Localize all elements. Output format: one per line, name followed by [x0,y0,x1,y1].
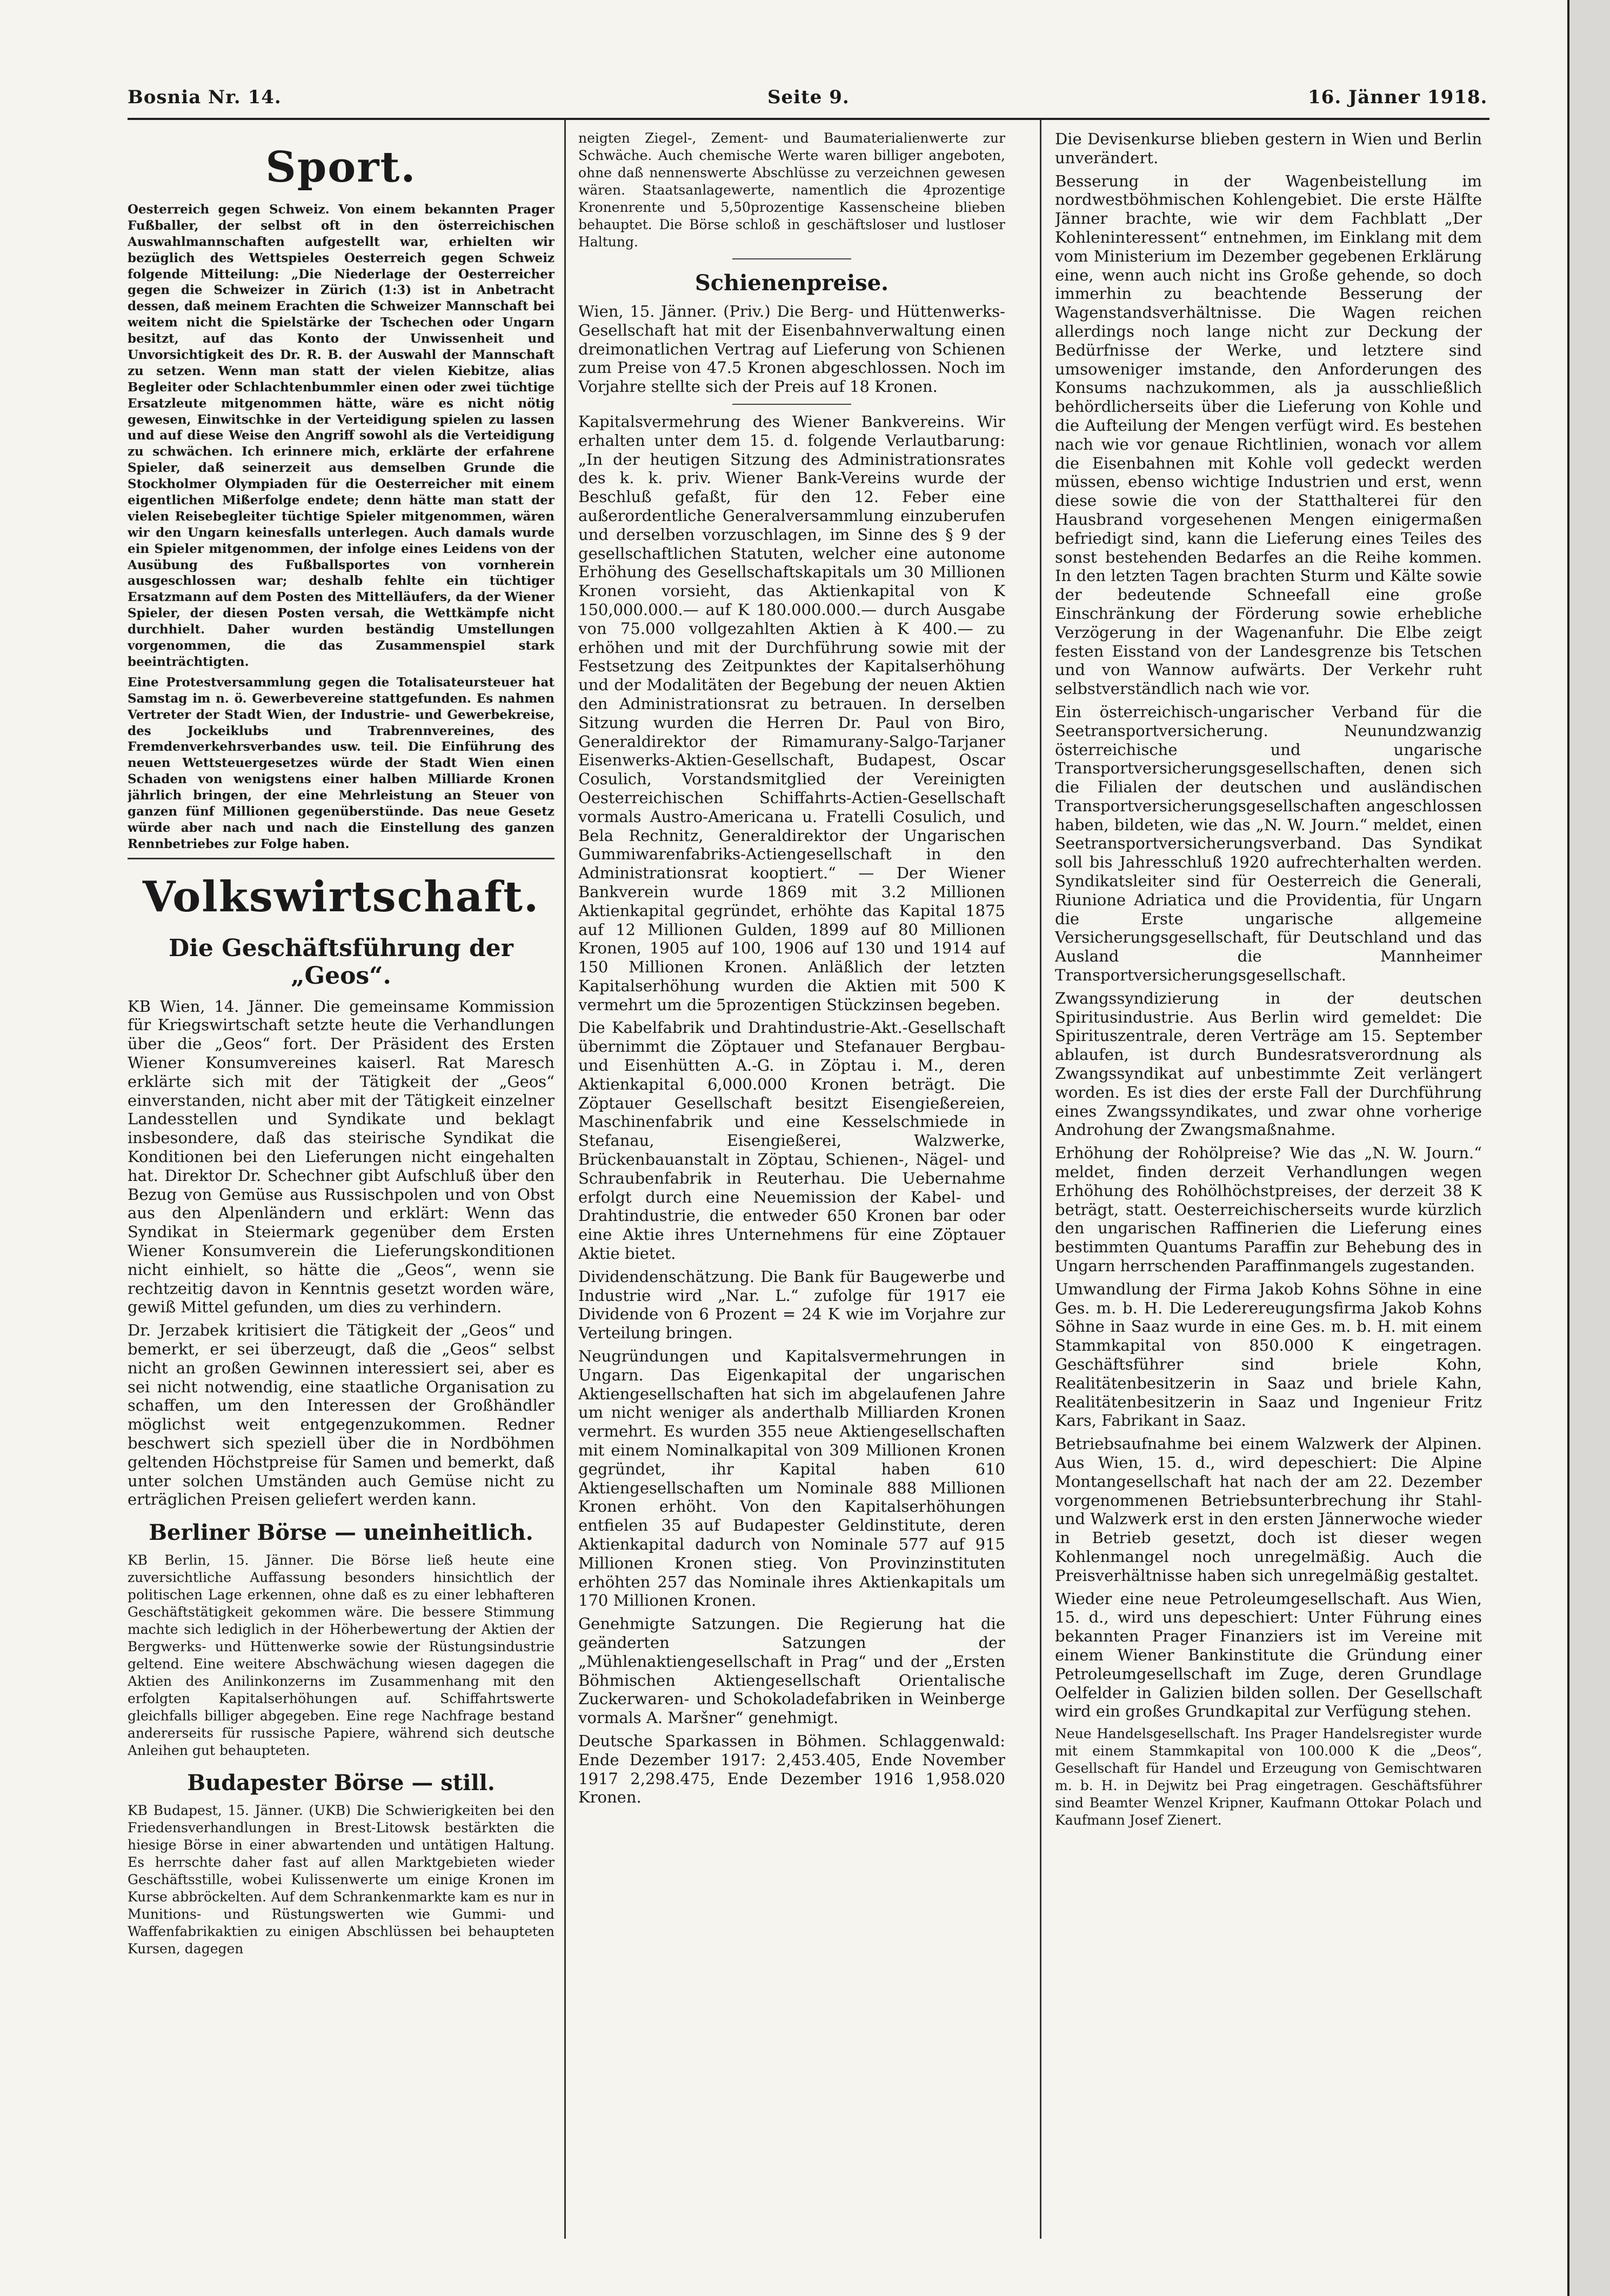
devisen-paragraph: Die Devisenkurse blieben gestern in Wien und Berlin unverändert. [1055,130,1482,167]
sparkassen-paragraph: Deutsche Sparkassen in Böhmen. Schlaggenwald: Ende Dezember 1917: 2,453.405, Ende November 1917 2,298.475, Ende Dezember 1916 1,958.020 Kronen. [578,1731,1005,1807]
berlin-heading: Berliner Börse — uneinheitlich. [149,1520,533,1546]
header-date: 16. Jänner 1918. [1308,86,1488,108]
column-divider-1 [564,120,566,2239]
schienen-paragraph: Wien, 15. Jänner. (Priv.) Die Berg- und Hüttenwerks-Gesellschaft hat mit der Eisenbahnverwaltung einen dreimonatlichen Vertrag auf Lieferung von Schienen zum Preise von 47.5 Kronen abgeschlossen. Noch im Vorjahre stellte sich der Preis auf 18 Kronen. [578,302,1005,396]
dividend-paragraph: Dividendenschätzung. Die Bank für Baugewerbe und Industrie wird „Nar. L.“ zufolge für 1917 eie Dividende von 6 Prozent = 24 K wie im Vorjahre zur Verteilung bringen. [578,1267,1005,1343]
sport-article-2: Eine Protestversammlung gegen die Totalisateursteuer hat Samstag im n. ö. Gewerbevereine stattgefunden. Es nahmen Vertreter der Stadt Wien, der Industrie- und Gewerbekreise, des Jockeiklubs und Trabrennvereines, des Fremdenverkehrsverbandes usw. teil. Die Einführung des neuen Wettsteuergesetzes würde der Stadt Wien einen Schaden von wenigstens einer halben Milliarde Kronen jährlich bringen, der eine Mehrleistung an Steuer von ganzen fünf Millionen gegenüberstünde. Das neue Gesetz würde aber nach und nach die Einstellung des ganzen Rennbetriebes zur Folge haben. [128,675,555,851]
kohn-paragraph: Umwandlung der Firma Jakob Kohns Söhne in eine Ges. m. b. H. Die Lederereugungsfirma Jakob Kohns Söhne in Saaz wurde in eine Ges. m. b. H. mit einem Stammkapital von 850.000 K eingetragen. Geschäftsführer sind briele Kohn, Realitätenbesitzerin in Saaz und briele Kahn, Realitätenbesitzerin in Saaz und Ingenieur Fritz Kars, Fabrikant in Saaz. [1055,1279,1482,1430]
wagen-paragraph: Besserung in der Wagenbeistellung im nordwestböhmischen Kohlengebiet. Die erste Hälfte Jänner brachte, wie wir dem Fachblatt „Der Kohleninteressent“ entnehmen, im Einklang mit dem vom Ministerium im Dezember gegebenen Erklärung eine, wenn auch nicht ins Große gehende, so doch immerhin zu beachtende Besserung der Wagenstandsverhältnisse. Die Wagen reichen allerdings noch lange nicht zur Deckung der Bedürfnisse der Werke, und letztere sind umsoweniger imstande, den Anforderungen des Konsums nachzukommen, als ja ausschließlich behördlicherseits über die Lieferung von Kohle und die Aufteilung der Mengen verfügt wird. Es bestehen nach wie vor genaue Richtlinien, wonach vor allem die Eisenbahnen mit Kohle voll gedeckt werden müssen, ebenso wichtige Industrien und erst, wenn diese sowie die von der Statthalterei für den Hausbrand vorgesehenen Mengen einigermaßen befriedigt sind, kann die Lieferung eines Teiles des sonst bestehenden Bedarfes an die Reihe kommen. In den letzten Tagen brachten Sturm und Kälte sowie der bedeutende Schneefall eine große Einschränkung der Förderung sowie erhebliche Verzögerung in der Wagenanfuhr. Die Elbe zeigt festen Eisstand von der Landesgrenze bis Tetschen und von Wannow aufwärts. Der Verkehr ruht selbstverständlich nach wie vor. [1055,171,1482,698]
header-page-number: Seite 9. [767,86,850,108]
satzungen-paragraph: Genehmigte Satzungen. Die Regierung hat die geänderten Satzungen der „Mühlenaktiengesellschaft in Prag“ und der „Ersten Böhmischen Aktiengesellschaft Orientalische Zuckerwaren- und Schokoladefabriken in Weinberge vormals A. Maršner“ genehmigt. [578,1614,1005,1727]
kabelfabrik-paragraph: Die Kabelfabrik und Drahtindustrie-Akt.-Gesellschaft übernimmt die Zöptauer und Stefanauer Bergbau- und Eisenhütten A.-G. in Zöptau i. M., deren Aktienkapital 6,000.000 Kronen beträgt. Die Zöptauer Gesellschaft besitzt Eisengießereien, Maschinenfabrik und eine Kesselschmiede in Stefanau, Eisengießerei, Walzwerke, Brückenbauanstalt in Zöptau, Schienen-, Nägel- und Schraubenfabrik in Reuterhau. Die Uebernahme erfolgt durch eine Neuemission der Kabel- und Drahtindustrie, die entweder 650 Kronen bar oder eine Aktie ihres Unternehmens für eine Zöptauer Aktie bietet. [578,1018,1005,1263]
ungarn-paragraph: Neugründungen und Kapitalsvermehrungen in Ungarn. Das Eigenkapital der ungarischen Aktiengesellschaften hat sich im abgelaufenen Jahre um nicht weniger als anderthalb Milliarden Kronen vermehrt. Es wurden 355 neue Aktiengesellschaften mit einem Nominalkapital von 309 Millionen Kronen gegründet, ihr Kapital haben 610 Aktiengesellschaften um Nominale 888 Millionen Kronen erhöht. Von den Kapitalserhöhungen entfielen 35 auf Budapester Geldinstitute, deren Aktienkapital dadurch von Nominale 577 auf 915 Millionen Kronen stieg. Von Provinzinstituten erhöhten 257 das Nominale ihres Aktienkapitals um 170 Millionen Kronen. [578,1347,1005,1610]
geos-heading: Die Geschäftsführung der „Geos“. [169,934,513,990]
column-2 [578,130,1005,2227]
alpine-paragraph: Betriebsaufnahme bei einem Walzwerk der Alpinen. Aus Wien, 15. d., wird depeschiert: Die Alpine Montangesellschaft hat nach der am 22. Dezember vorgenommenen Betriebsunterbrechung ihr Stahl- und Walzwerk erst in den ersten Jännerwoche wieder in Betrieb gesetzt, doch ist dieser wegen Kohlenmangel noch unregelmäßig. Auch die Preisverhältnisse haben sich unregelmäßig gestaltet. [1055,1434,1482,1585]
sport-article-1: Oesterreich gegen Schweiz. Von einem bekannten Prager Fußballer, der selbst oft in den österreichischen Auswahlmannschaften aufgestellt war, erhielten wir bezüglich des Wettspieles Oesterreich gegen Schweiz folgende Mitteilung: „Die Niederlage der Oesterreicher gegen die Schweizer in Zürich (1:3) ist in Anbetracht dessen, daß meinem Erachten die Schweizer Mannschaft bei weitem nicht die Spielstärke der Tschechen oder Ungarn besitzt, auf das Konto der Unwissenheit und Unvorsichtigkeit des Dr. R. B. der Auswahl der Mannschaft zu setzen. Wenn man statt der vielen Kiebitze, alias Begleiter oder Schlachtenbummler einen oder zwei tüchtige Ersatzleute mitgenommen hätte, wäre es nicht nötig gewesen, Einwitschke in der Verteidigung spielen zu lassen und auf diese Weise den Angriff sowohl als die Verteidigung zu schwächen. Ich erinnere mich, erklärte der erfahrene Spieler, daß seinerzeit aus demselben Grunde die Stockholmer Olympiaden für die Oesterreicher mit einem eigentlichen Mißerfolge endete; denn hätte man statt der vielen Reisebegleiter tüchtige Spieler mitgenommen, wären wir den Ungarn keinesfalls unterlegen. Auch damals wurde ein Spieler mitgenommen, der infolge eines Leidens von der Ausübung des Fußballsportes von vornherein ausgeschlossen war; deshalb fehlte ein tüchtiger Ersatzmann auf dem Posten des Mittelläufers, da der Wiener Spieler, der diesen Posten versah, die Wettkämpfe nicht durchhielt. Daher wurden beständig Umstellungen vorgenommen, die das Zusammenspiel stark beeinträchtigten. [128,202,555,669]
header-issue: Bosnia Nr. 14. [128,86,282,108]
rohoel-paragraph: Erhöhung der Rohölpreise? Wie das „N. W. Journ.“ meldet, finden derzeit Verhandlungen wegen Erhöhung des Rohölhöchstpreises, der derzeit 38 K beträgt, statt. Oesterreichischerseits wurde kürzlich den ungarischen Raffinerien die Lieferung eines bestimmten Quantums Paraffin zur Behebung des in Ungarn herrschenden Paraffinmangels zugestanden. [1055,1144,1482,1276]
handelsgesellschaft-paragraph: Neue Handelsgesellschaft. Ins Prager Handelsregister wurde mit einem Stammkapital von 100.000 K die „Deos“, Gesellschaft für Handel und Erzeugung von Gemischtwaren m. b. H. in Dejwitz bei Prag eingetragen. Geschäftsführer sind Beamter Wenzel Kripner, Kaufmann Ottokar Polach und Kaufmann Josef Zienert. [1055,1726,1482,1828]
column-3 [1055,130,1482,2227]
section-rule [128,858,555,859]
column-1 [128,130,555,2227]
budapest-heading: Budapester Börse — still. [187,1770,495,1796]
geos-paragraph-1: KB Wien, 14. Jänner. Die gemeinsame Kommission für Kriegswirtschaft setzte heute die Verhandlungen über die „Geos“ fort. Der Präsident des Ersten Wiener Konsumvereines kaiserl. Rat Maresch erklärte sich mit der Tätigkeit der „Geos“ einverstanden, nicht aber mit der Tätigkeit einzelner Landesstellen und Syndikate und beklagt insbesondere, daß das steirische Syndikat die Konditionen bei den Lieferungen nicht eingehalten hat. Direktor Dr. Schechner gibt Aufschluß über den Bezug von Gemüse aus Russischpolen und von Obst aus den Alpenländern und erklärt: Wenn das Syndikat in Steiermark gegenüber dem Ersten Wiener Konsumverein die Lieferungskonditionen nicht einhielt, so hätte die „Geos“, wenn sie rechtzeitig davon in Kenntnis gesetzt worden wäre, gewiß Mittel gefunden, um dies zu verhindern. [128,997,555,1317]
bankverein-paragraph: Kapitalsvermehrung des Wiener Bankvereins. Wir erhalten unter dem 15. d. folgende Verlautbarung: „In der heutigen Sitzung des Administrationsrates des k. k. priv. Wiener Bank-Vereins wurde der Beschluß gefaßt, für den 12. Feber eine außerordentliche Generalversammlung einzuberufen und derselben vorzuschlagen, im Sinne des § 9 der gesellschaftlichen Statuten, welcher eine autonome Erhöhung des Gesellschaftskapitals um 30 Millionen Kronen vorsieht, das Aktienkapital von K 150,000.000.— auf K 180.000.000.— durch Ausgabe von 75.000 vollgezahlten Aktien à K 400.— zu erhöhen und mit der Durchführung sowie mit der Festsetzung des Zeitpunktes der Kapitalserhöhung und der Modalitäten der Begebung der neuen Aktien den Administrationsrat zu betrauen. In derselben Sitzung wurden die Herren Dr. Paul von Biro, Generaldirektor der Rimamurany-Salgo-Tarjaner Eisenwerks-Aktien-Gesellschaft, Budapest, Oscar Cosulich, Vorstandsmitglied der Vereinigten Oesterreichischen Schiffahrts-Actien-Gesellschaft vormals Austro-Americana u. Fratelli Cosulich, und Bela Rechnitz, Generaldirektor der Ungarischen Gummiwarenfabriks-Actiengesellschaft in den Administrationsrat kooptiert.“ — Der Wiener Bankverein wurde 1869 mit 3.2 Millionen Aktienkapital gegründet, erhöhte das Kapital 1875 auf 12 Millionen Gulden, 1899 auf 80 Millionen Kronen, 1905 auf 100, 1906 auf 130 und 1914 auf 150 Millionen Kronen. Anläßlich der letzten Kapitalserhöhung wurden die Aktien mit 500 K vermehrt um die 5prozentigen Stückzinsen begeben. [578,412,1005,1014]
volkswirtschaft-heading: Volkswirtschaft. [142,872,540,922]
berlin-paragraph: KB Berlin, 15. Jänner. Die Börse ließ heute eine zuversichtliche Auffassung besonders hinsichtlich der politischen Lage erkennen, ohne daß es zu einer lebhafteren Geschäftstätigkeit gekommen wäre. Die bessere Stimmung machte sich lediglich in der Höherbewertung der Aktien der Bergwerks- und Hüttenwerke sowie der Rüstungsindustrie geltend. Eine weitere Abschwächung wiesen dagegen die Aktien des Anilinkonzerns im Zusammenhang mit den erfolgten Kapitalserhöhungen auf. Schiffahrtswerte gleichfalls billiger abgegeben. Eine rege Nachfrage bestand andererseits für russische Papiere, während sich deutsche Anleihen gut behaupteten. [128,1552,555,1759]
spiritus-paragraph: Zwangssyndizierung in der deutschen Spiritusindustrie. Aus Berlin wird gemeldet: Die Spirituszentrale, deren Verträge am 15. September ablaufen, ist durch Bundesratsverordnung als Zwangssyndikat auf unbestimmte Zeit verlängert worden. Es ist dies der erste Fall der Durchführung eines Zwangssyndikates, und zwar ohne vorherige Androhung der Zwangsmaßnahme. [1055,989,1482,1139]
schienen-heading: Schienenpreise. [694,270,889,296]
budapest-continued: neigten Ziegel-, Zement- und Baumaterialienwerte zur Schwäche. Auch chemische Werte waren billiger angeboten, ohne daß nennenswerte Abschlüsse zu verzeichnen gewesen wären. Staatsanlagewerte, namentlich die 4prozentige Kronenrente und 5,50prozentige Kassenscheine blieben behauptet. Die Börse schloß in geschäftsloser und lustloser Haltung. [578,130,1005,250]
sport-heading: Sport. [265,143,417,192]
column-divider-2 [1040,120,1041,2239]
header-rule [128,118,1489,120]
scan-edge-strip [1567,0,1610,2296]
short-rule [732,258,851,259]
short-rule [732,404,851,405]
petroleum-paragraph: Wieder eine neue Petroleumgesellschaft. Aus Wien, 15. d., wird uns depeschiert: Unter Führung eines bekannten Prager Finanziers ist im Vereine mit einem Wiener Bankinstitute die Gründung einer Petroleumgesellschaft im Zuge, deren Grundlage Oelfelder in Galizien bilden sollen. Der Gesellschaft wird ein großes Grundkapital zur Verfügung stehen. [1055,1589,1482,1721]
budapest-paragraph: KB Budapest, 15. Jänner. (UKB) Die Schwierigkeiten bei den Friedensverhandlungen in Brest-Litowsk bestärkten die hiesige Börse in einer abwartenden und untätigen Haltung. Es herrschte daher fast auf allen Marktgebieten wieder Geschäftsstille, wobei Kulissenwerte um einige Kronen im Kurse abbröckelten. Auf dem Schrankenmarkte kam es nur in Munitions- und Rüstungswerten wie Gummi- und Waffenfabrikaktien zu einigen Abschlüssen bei behaupteten Kursen, dagegen [128,1803,555,1957]
seetransport-paragraph: Ein österreichisch-ungarischer Verband für die Seetransportversicherung. Neunundzwanzig österreichische und ungarische Transportversicherungsgesellschaften, denen sich die Filialen der deutschen und ausländischen Transportversicherungsgesellschaften angeschlossen haben, bildeten, wie das „N. W. Journ.“ meldet, einen Seetransportversicherungsverband. Das Syndikat soll bis Jahresschluß 1920 aufrechterhalten werden. Syndikatsleiter sind für Oesterreich die Generali, Riunione Adriatica und die Providentia, für Ungarn die Erste ungarische allgemeine Versicherungsgesellschaft, für Deutschland und das Ausland die Mannheimer Transportversicherungsgesellschaft. [1055,702,1482,985]
geos-paragraph-2: Dr. Jerzabek kritisiert die Tätigkeit der „Geos“ und bemerkt, er sei überzeugt, daß die „Geos“ selbst nicht an großen Gewinnen interessiert sei, aber es sei nicht notwendig, eine staatliche Organisation zu schaffen, um den Interessen der Großhändler möglichst weit entgegenzukommen. Redner beschwert sich speziell über die in Nordböhmen geltenden Höchstpreise für Samen und bemerkt, daß unter solchen Umständen auch Gemüse nicht zu erträglichen Preisen geliefert werden kann. [128,1321,555,1509]
